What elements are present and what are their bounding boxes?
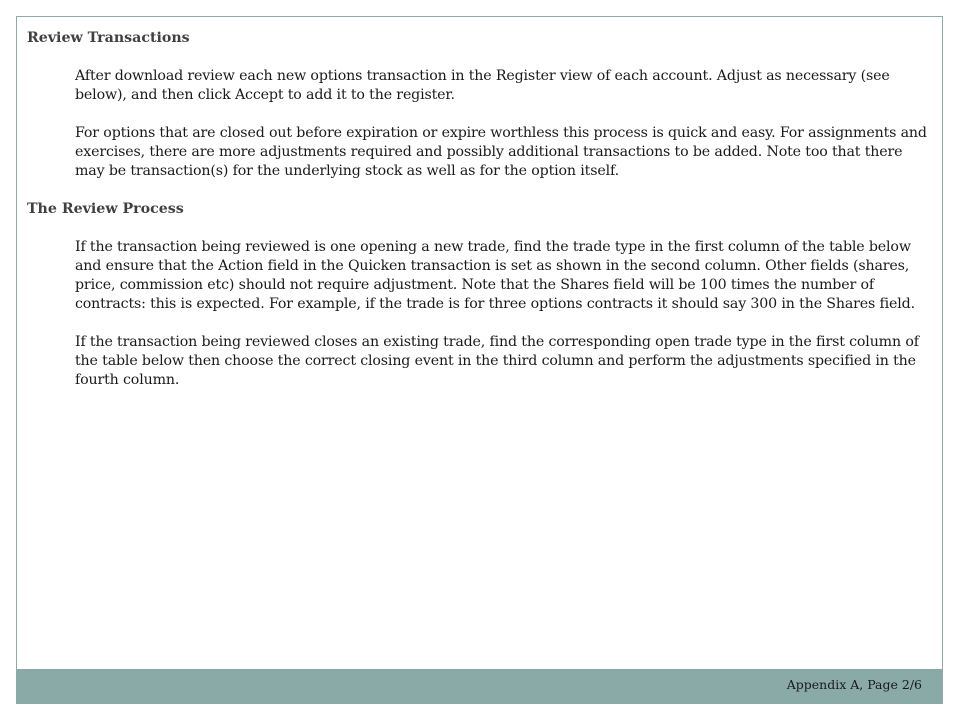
footer-bar <box>17 669 942 703</box>
section-heading-review-transactions: Review Transactions <box>27 30 190 46</box>
spacer <box>27 48 935 67</box>
section-heading-review-process: The Review Process <box>27 201 184 217</box>
slide-frame <box>16 16 943 704</box>
document-body <box>27 29 935 390</box>
spacer <box>27 219 935 238</box>
spacer <box>27 181 935 200</box>
spacer <box>27 105 935 124</box>
paragraph-after-download: After download review each new options transaction in the Register view of each account. Adjust as necessary (see below), and then click Accept to add it to the register. <box>75 68 890 103</box>
page-number-label: Appendix A, Page 2/6 <box>786 677 922 692</box>
spacer <box>27 314 935 333</box>
paragraph-closing-trade: If the transaction being reviewed closes an existing trade, find the corresponding open trade type in the first column of the table below then choose the correct closing event in the third column and perform the adjustments specified in the fourth column. <box>75 334 919 388</box>
paragraph-opening-trade: If the transaction being reviewed is one opening a new trade, find the trade type in the first column of the table below and ensure that the Action field in the Quicken transaction is set as shown in the second column. Other fields (shares, price, commission etc) should not require adjustment. Note that the Shares field will be 100 times the number of contracts: this is expected. For example, if the trade is for three options contracts it should say 300 in the Shares field. <box>75 239 915 312</box>
paragraph-options-closed-out: For options that are closed out before expiration or expire worthless this process is quick and easy. For assignments and exercises, there are more adjustments required and possibly additional transactions to be added. Note too that there may be transaction(s) for the underlying stock as well as for the option itself. <box>75 125 927 179</box>
